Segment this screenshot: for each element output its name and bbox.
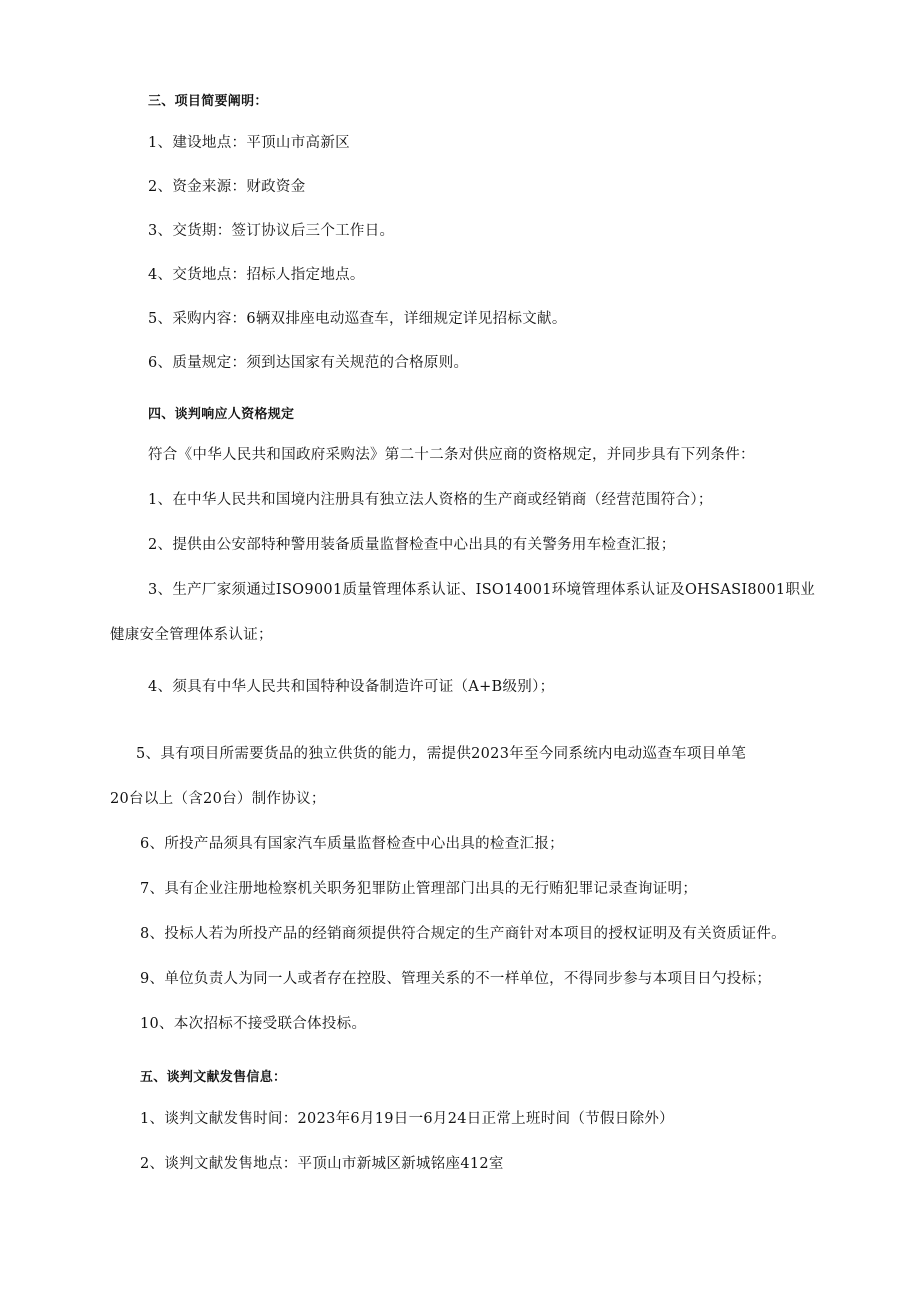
section-4-item-5: 5、具有项目所需要货品的独立供货的能力，需提供2023年至今同系统内电动巡查车项目单笔 [136, 746, 747, 762]
section-3-item-3: 3、交货期：签订协议后三个工作日。 [148, 223, 395, 239]
section-4-item-10: 10、本次招标不接受联合体投标。 [140, 1016, 367, 1032]
section-4-intro: 符合《中华人民共和国政府采购法》第二十二条对供应商的资格规定，并同步具有下列条件： [148, 447, 755, 463]
section-5-item-1: 1、谈判文献发售时间：2023年6月19日一6月24日正常上班时间（节假日除外） [140, 1111, 674, 1127]
section-3-item-4: 4、交货地点：招标人指定地点。 [148, 267, 365, 283]
section-4-item-8: 8、投标人若为所投产品的经销商须提供符合规定的生产商针对本项目的授权证明及有关资质证件。 [140, 926, 786, 942]
section-4-item-7: 7、具有企业注册地检察机关职务犯罪防止管理部门出具的无行贿犯罪记录查询证明； [140, 881, 698, 897]
section-3-heading: 三、项目简要阐明： [148, 94, 268, 109]
section-4-item-4: 4、须具有中华人民共和国特种设备制造许可证（A+B级别）； [148, 679, 555, 695]
section-5-item-2: 2、谈判文献发售地点：平顶山市新城区新城铭座412室 [140, 1156, 504, 1172]
section-3-item-2: 2、资金来源：财政资金 [148, 179, 306, 195]
section-4-item-3-cont: 健康安全管理体系认证； [110, 627, 273, 643]
section-3-item-5: 5、采购内容：6辆双排座电动巡查车，详细规定详见招标文献。 [148, 311, 567, 327]
section-4-item-2: 2、提供由公安部特种警用装备质量监督检查中心出具的有关警务用车检查汇报； [148, 537, 676, 553]
section-3-item-1: 1、建设地点：平顶山市高新区 [148, 135, 350, 151]
section-4-item-1: 1、在中华人民共和国境内注册具有独立法人资格的生产商或经销商（经营范围符合）； [148, 492, 713, 508]
section-4-item-6: 6、所投产品须具有国家汽车质量监督检查中心出具的检查汇报； [140, 836, 564, 852]
section-4-item-5-cont: 20台以上（含20台）制作协议； [110, 791, 326, 807]
section-3-item-6: 6、质量规定：须到达国家有关规范的合格原则。 [148, 355, 469, 371]
section-5-heading: 五、谈判文献发售信息： [140, 1070, 287, 1085]
section-4-item-3: 3、生产厂家须通过ISO9001质量管理体系认证、ISO14001环境管理体系认证及OHSASI8001职业 [148, 582, 816, 598]
section-4-heading: 四、谈判响应人资格规定 [148, 407, 295, 422]
section-4-item-9: 9、单位负责人为同一人或者存在控股、管理关系的不一样单位，不得同步参与本项目日勺投标； [140, 971, 772, 987]
